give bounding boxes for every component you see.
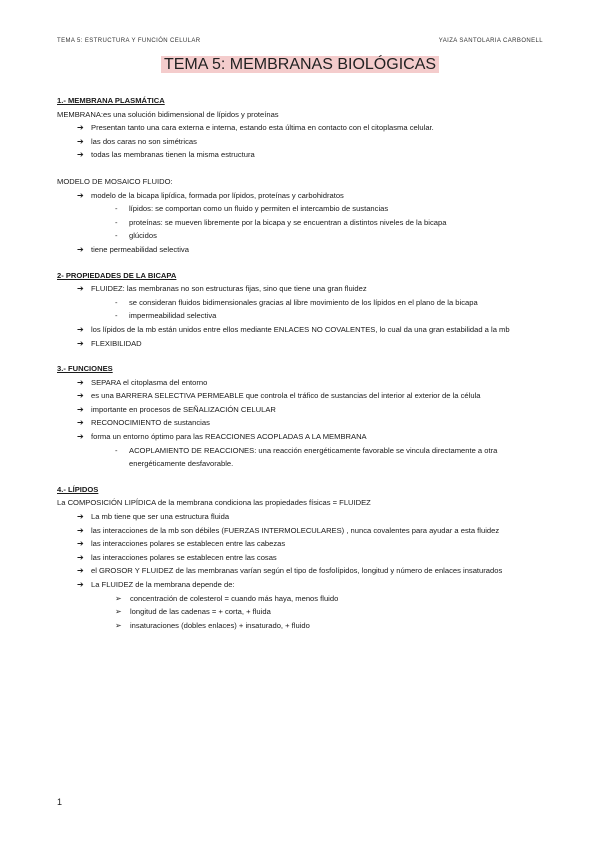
- arrow-bullet-icon: ➔: [77, 284, 84, 294]
- dash-bullet-icon: -: [115, 445, 118, 455]
- list-item-text: el GROSOR Y FLUIDEZ de las membranas varían según el tipo de fosfolípidos, longitud y número de enlaces insaturados: [91, 566, 503, 576]
- list-item-text: modelo de la bicapa lipídica, formada por lípidos, proteínas y carbohidratos: [91, 190, 344, 200]
- sub-item: [57, 216, 547, 230]
- section-heading-funciones: 3.- FUNCIONES: [57, 364, 113, 374]
- arrow-bullet-icon: ➔: [77, 338, 84, 348]
- definition-term: MEMBRANA:: [57, 109, 103, 119]
- emphasis-text: COMPOSICIÓN LIPÍDICA: [67, 498, 156, 508]
- list-item-text: las dos caras no son simétricas: [91, 136, 197, 146]
- list-item: [57, 403, 547, 417]
- emphasis-text: ENLACES NO COVALENTES: [273, 324, 376, 334]
- page-number: 1: [57, 797, 63, 807]
- arrow-bullet-icon: ➔: [77, 190, 84, 200]
- emphasis-text: BARRERA SELECTIVA PERMEABLE: [115, 391, 244, 401]
- list-item: [57, 376, 547, 390]
- list-item-text: La mb tiene que ser una estructura fluida: [91, 512, 230, 522]
- list-item: [57, 537, 547, 551]
- list-item-text: FLEXIBILIDAD: [91, 338, 142, 348]
- list-item: [57, 416, 547, 430]
- sub-item-text: insaturaciones (dobles enlaces) + insaturado, + fluido: [130, 620, 310, 630]
- arrow-bullet-icon: ➔: [77, 512, 84, 522]
- arrow-bullet-icon: ➔: [77, 580, 84, 589]
- arrow-bullet-icon: ➔: [77, 404, 84, 414]
- emphasis-text: REACCIONES ACOPLADAS A LA MEMBRANA: [204, 432, 367, 442]
- list-item: [57, 510, 547, 524]
- emphasis-text: SEPARA: [91, 377, 121, 387]
- list-item: [57, 564, 547, 578]
- emphasis-text: ACOPLAMIENTO DE REACCIONES: [129, 445, 255, 455]
- dash-bullet-icon: -: [115, 311, 118, 321]
- sub-item-text: glúcidos: [129, 231, 157, 241]
- header-right: YAIZA SANTOLARIA CARBONELL: [438, 38, 543, 44]
- list-item-text: importante en procesos de: [91, 404, 184, 414]
- arrow-bullet-icon: ➔: [77, 150, 84, 160]
- list-item-text: FLUIDEZ: las membranas no son estructuras fijas, sino que tiene una gran fluidez: [91, 284, 367, 294]
- triangle-bullet-icon: ➢: [115, 620, 122, 630]
- list-item-text: RECONOCIMIENTO de sustancias: [91, 418, 210, 428]
- arrow-bullet-icon: ➔: [77, 123, 84, 133]
- sub-item: [57, 619, 547, 633]
- sub-item: [57, 444, 547, 471]
- arrow-bullet-icon: ➔: [77, 552, 84, 562]
- arrow-bullet-icon: ➔: [77, 525, 84, 535]
- section-heading-lipidos: 4.- LÍPIDOS: [57, 484, 99, 494]
- list-item-text: los lípidos de la mb están unidos entre ellos mediante: [91, 324, 274, 334]
- page-title: [0, 56, 600, 74]
- list-item: [57, 282, 547, 296]
- list-item-text: las interacciones de la mb son débiles (FUERZAS INTERMOLECULARES) , nunca covalentes para ayudar a esta fluidez: [91, 525, 500, 535]
- model-title: MODELO DE MOSAICO FLUIDO:: [57, 176, 173, 186]
- section-heading-membrana: 1.- MEMBRANA PLASMÁTICA: [57, 96, 165, 105]
- sub-item-text: impermeabilidad selectiva: [129, 311, 217, 321]
- list-item-text: las interacciones polares se establecen entre las cosas: [91, 552, 277, 562]
- definition-text: es una solución bidimensional de lípidos y proteínas: [103, 109, 279, 119]
- arrow-bullet-icon: ➔: [77, 136, 84, 146]
- sub-item-text: : una reacción energéticamente favorable se vincula directamente a otra energéticamente desfavorable.: [129, 445, 498, 469]
- list-item: [57, 189, 547, 203]
- list-item: [57, 578, 547, 592]
- header-left: TEMA 5: ESTRUCTURA Y FUNCIÓN CELULAR: [57, 38, 201, 44]
- list-item: [57, 121, 547, 135]
- arrow-bullet-icon: ➔: [77, 324, 84, 334]
- arrow-bullet-icon: ➔: [77, 566, 84, 576]
- sub-item-text: longitud de las cadenas = + corta, + fluida: [130, 607, 271, 617]
- emphasis-text: SEÑALIZACIÓN CELULAR: [183, 404, 276, 414]
- triangle-bullet-icon: ➢: [115, 607, 122, 617]
- list-item-text: La FLUIDEZ de la membrana depende de:: [91, 580, 235, 589]
- sub-item: [57, 309, 547, 323]
- arrow-bullet-icon: ➔: [77, 418, 84, 428]
- sub-item: [57, 592, 547, 606]
- list-item: [57, 337, 547, 351]
- list-item-text: que controla el tráfico de sustancias del interior al exterior de la célula: [243, 391, 481, 401]
- list-item-text: tiene permeabilidad selectiva: [91, 244, 189, 254]
- dash-bullet-icon: -: [115, 217, 118, 227]
- list-item-text: forma un entorno óptimo para las: [91, 432, 205, 442]
- sub-item: [57, 605, 547, 619]
- arrow-bullet-icon: ➔: [77, 432, 84, 442]
- list-item: [57, 135, 547, 149]
- dash-bullet-icon: -: [115, 297, 118, 307]
- document-body: [57, 94, 547, 632]
- list-item-text: el citoplasma del entorno: [120, 377, 208, 387]
- lipidos-intro: [57, 496, 547, 510]
- sub-item: [57, 296, 547, 310]
- section-heading-propiedades: 2- PROPIEDADES DE LA BICAPA: [57, 270, 177, 280]
- list-item-text: es una: [91, 391, 116, 401]
- list-item: [57, 323, 547, 337]
- intro-text: de la membrana condiciona las propiedades físicas = FLUIDEZ: [155, 498, 371, 508]
- page-title-text: TEMA 5: MEMBRANAS BIOLÓGICAS: [161, 56, 439, 73]
- intro-text: La: [57, 498, 68, 508]
- arrow-bullet-icon: ➔: [77, 377, 84, 387]
- sub-item-text: se consideran fluidos bidimensionales gracias al libre movimiento de los lípidos en el plano de la bicapa: [129, 297, 478, 307]
- arrow-bullet-icon: ➔: [77, 391, 84, 401]
- list-item: [57, 524, 547, 538]
- list-item: [57, 430, 547, 444]
- membrana-definition: [57, 108, 547, 122]
- list-item: [57, 389, 547, 403]
- list-item: [57, 243, 547, 257]
- arrow-bullet-icon: ➔: [77, 244, 84, 254]
- sub-item: [57, 229, 547, 243]
- list-item-text: Presentan tanto una cara externa e interna, estando esta última en contacto con el citoplasma celular.: [91, 123, 434, 133]
- sub-item-text: proteínas: se mueven libremente por la bicapa y se encuentran a distintos niveles de la bicapa: [129, 217, 447, 227]
- triangle-bullet-icon: ➢: [115, 593, 122, 603]
- sub-item-text: lípidos: se comportan como un fluido y permiten el intercambio de sustancias: [129, 204, 389, 214]
- list-item: [57, 551, 547, 565]
- arrow-bullet-icon: ➔: [77, 539, 84, 549]
- sub-item: [57, 202, 547, 216]
- sub-item-text: concentración de colesterol = cuando más haya, menos fluido: [130, 593, 339, 603]
- dash-bullet-icon: -: [115, 204, 118, 214]
- dash-bullet-icon: -: [115, 231, 118, 241]
- list-item: [57, 148, 547, 162]
- list-item-text: las interacciones polares se establecen entre las cabezas: [91, 539, 286, 549]
- list-item-text: todas las membranas tienen la misma estructura: [91, 150, 255, 160]
- list-item-text: , lo cual da una gran estabilidad a la mb: [375, 324, 510, 334]
